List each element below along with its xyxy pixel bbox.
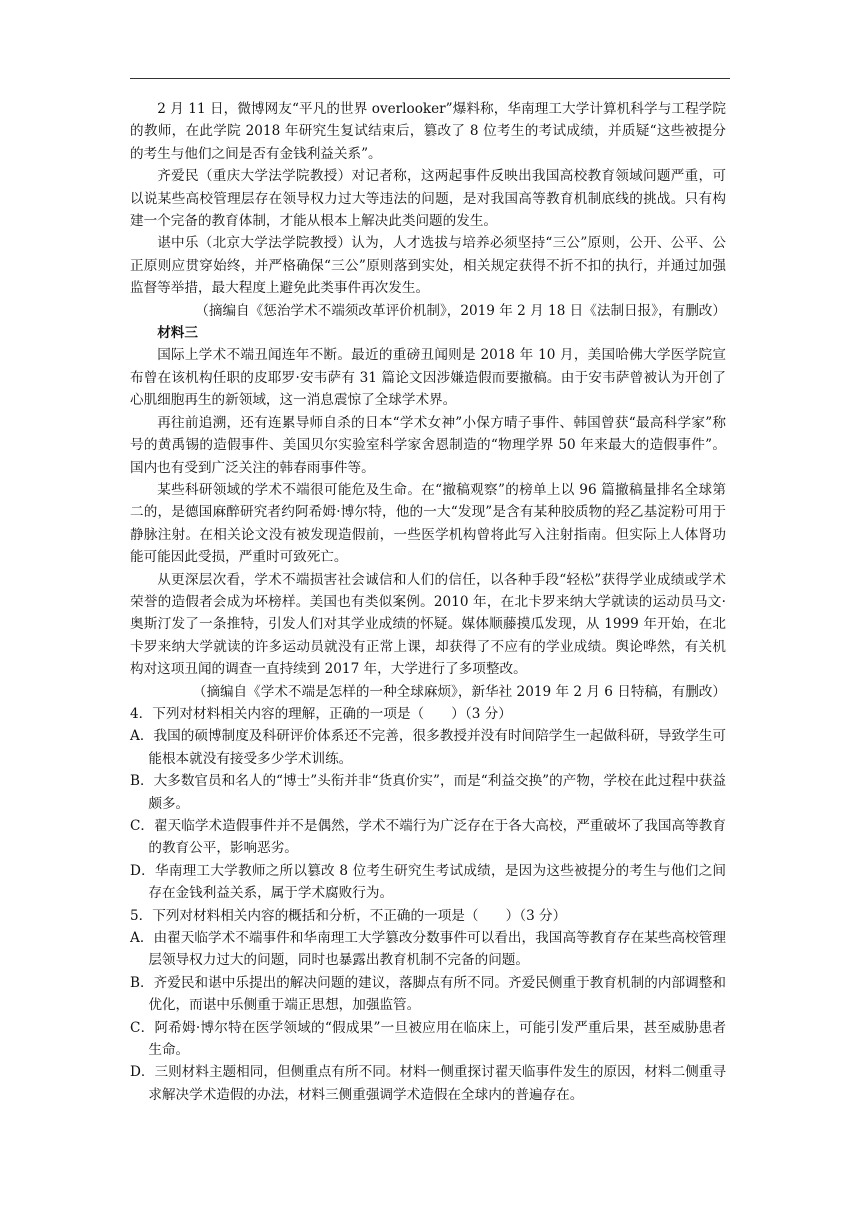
material2-paragraph: 2 月 11 日，微博网友“平凡的世界 overlooker”爆料称，华南理工大学计算机科学与工程学院的教师，在此学院 2018 年研究生复试结束后，篡改了 8 位考生的考试成绩，并质疑“这些被提分的考生与他们之间是否有金钱利益关系”。 <box>130 101 726 162</box>
material3-paragraph: 再往前追溯，还有连累导师自杀的日本“学术女神”小保方晴子事件、韩国曾获“最高科学家”称号的黄禹锡的造假事件、美国贝尔实验室科学家舍恩制造的“物理学界 50 年来最大的造假事件”。国内也有受到广泛关注的韩春雨事件等。 <box>130 414 726 476</box>
question-4-option-c: C．翟天临学术造假事件并不是偶然，学术不端行为广泛存在于各大高校，严重破坏了我国高等教育的教育公平，影响恶劣。 <box>130 818 726 857</box>
question-4-option-a: A．我国的硕博制度及科研评价体系还不完善，很多教授并没有时间陪学生一起做科研，导致学生可能根本就没有接受多少学术训练。 <box>130 728 726 767</box>
header-rule <box>130 78 730 79</box>
question-5-option-d: D．三则材料主题相同，但侧重点有所不同。材料一侧重探讨翟天临事件发生的原因，材料二侧重寻求解决学术造假的办法，材料三侧重强调学术造假在全球内的普遍存在。 <box>130 1064 726 1103</box>
material2-paragraph: 齐爱民（重庆大学法学院教授）对记者称，这两起事件反映出我国高校教育领域问题严重，可以说某些高校管理层存在领导权力过大等违法的问题，是对我国高等教育机制底线的挑战。只有构建一个完备的教育体制，才能从根本上解决此类问题的发生。 <box>130 168 726 230</box>
material3-heading: 材料三 <box>157 325 198 342</box>
question-5-option-c: C．阿希姆·博尔特在医学领域的“假成果”一旦被应用在临床上，可能引发严重后果，甚至威胁患者生命。 <box>130 1019 726 1059</box>
material3-source: （摘编自《学术不端是怎样的一种全球麻烦》，新华社 2019 年 2 月 6 日特稿，有删改） <box>192 683 726 700</box>
question-5-option-b: B．齐爱民和谌中乐提出的解决问题的建议，落脚点有所不同。齐爱民侧重于教育机制的内部调整和优化，而谌中乐侧重于端正思想，加强监管。 <box>130 974 726 1014</box>
question-4-stem: 4．下列对材料相关内容的理解，正确的一项是（ ）（3 分） <box>130 705 512 722</box>
material3-paragraph: 国际上学术不端丑闻连年不断。最近的重磅丑闻则是 2018 年 10 月，美国哈佛大学医学院宣布曾在该机构任职的皮耶罗·安韦萨有 31 篇论文因涉嫌造假而要撤稿。由于安韦萨曾被认为开创了心肌细胞再生的新领域，这一消息震惊了全球学术界。 <box>130 347 726 409</box>
question-4-option-d: D．华南理工大学教师之所以篡改 8 位考生研究生考试成绩，是因为这些被提分的考生与他们之间存在金钱利益关系，属于学术腐败行为。 <box>130 862 726 902</box>
question-5-option-a: A．由翟天临学术不端事件和华南理工大学篡改分数事件可以看出，我国高等教育存在某些高校管理层领导权力过大的问题，同时也暴露出教育机制不完备的问题。 <box>130 930 726 969</box>
material2-source: （摘编自《惩治学术不端须改革评价机制》，2019 年 2 月 18 日《法制日报》，有删改） <box>195 302 726 319</box>
material2-paragraph: 谌中乐（北京大学法学院教授）认为，人才选拔与培养必须坚持“三公”原则，公开、公平、公正原则应贯穿始终，并严格确保“三公”原则落到实处，相关规定获得不折不扣的执行，并通过加强监督等举措，最大程度上避免此类事件再次发生。 <box>130 235 726 297</box>
question-5-stem: 5．下列对材料相关内容的概括和分析，不正确的一项是（ ）（3 分） <box>130 907 567 924</box>
material3-paragraph: 从更深层次看，学术不端损害社会诚信和人们的信任，以各种手段“轻松”获得学业成绩或学术荣誉的造假者会成为坏榜样。美国也有类似案例。2010 年，在北卡罗来纳大学就读的运动员马文·奥斯汀发了一条推特，引发人们对其学业成绩的怀疑。媒体顺藤摸瓜发现，从 1999 年开始，在北卡罗来纳大学就读的许多运动员就没有正常上课，却获得了不应有的学业成绩。舆论哗然，有关机构对这项丑闻的调查一直持续到 2017 年，大学进行了多项整改。 <box>130 571 726 678</box>
document-body <box>130 98 726 1106</box>
question-4-option-b: B．大多数官员和名人的“博士”头衔并非“货真价实”，而是“利益交换”的产物，学校在此过程中获益颇多。 <box>130 773 726 812</box>
material3-paragraph: 某些科研领域的学术不端很可能危及生命。在“撤稿观察”的榜单上以 96 篇撤稿量排名全球第二的，是德国麻醉研究者约阿希姆·博尔特，他的一大“发现”是含有某种胶质物的羟乙基淀粉可用于静脉注射。在相关论文没有被发现造假前，一些医学机构曾将此写入注射指南。但实际上人体肾功能可能因此受损，严重时可致死亡。 <box>130 481 726 566</box>
